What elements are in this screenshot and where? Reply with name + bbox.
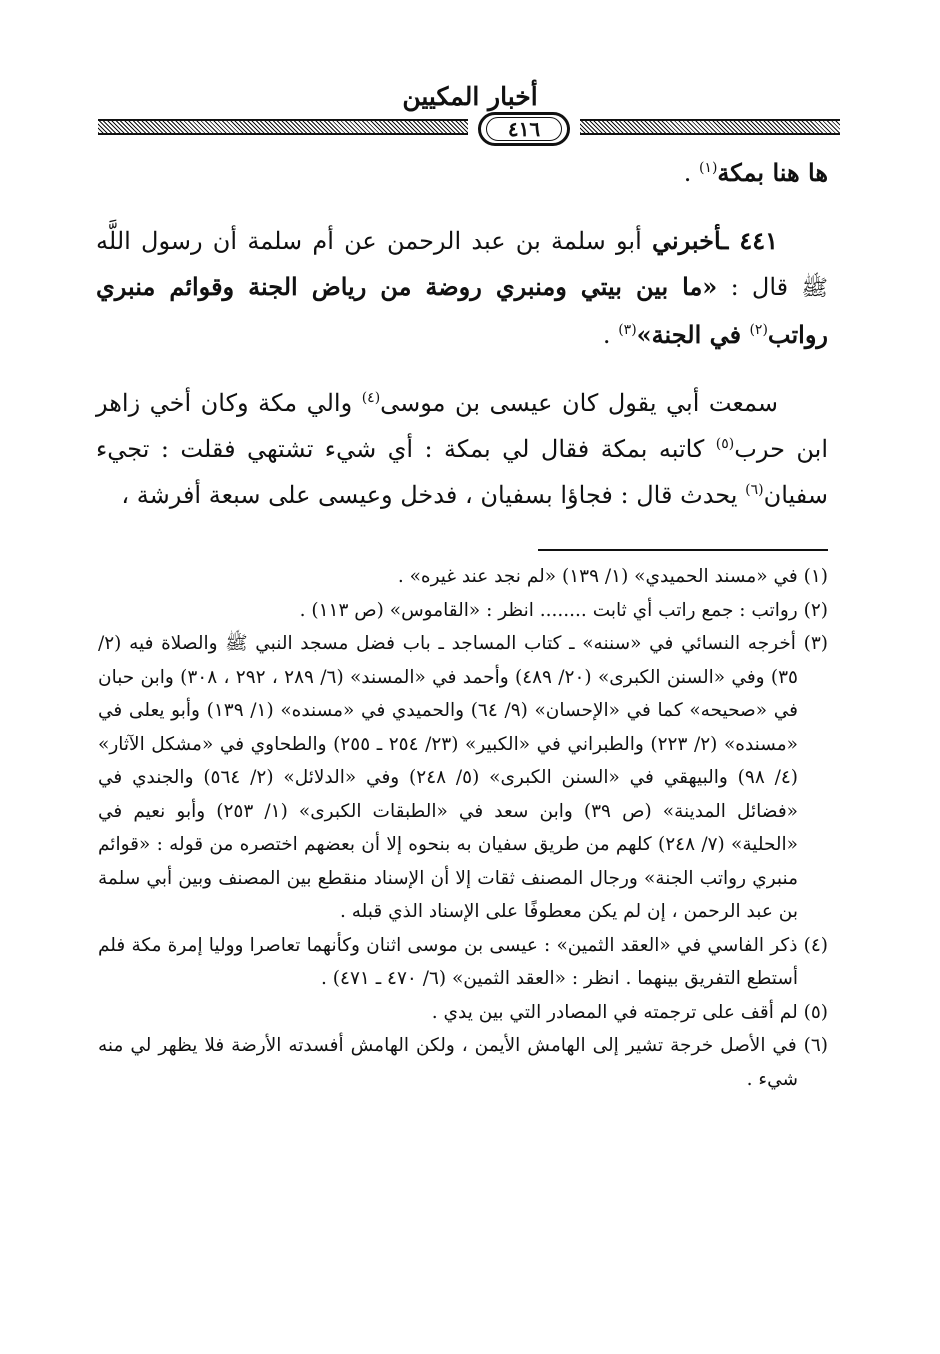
hadith-matn-end: في الجنة» <box>636 320 750 349</box>
hadith-narrator-lead: أخبرني <box>652 226 722 255</box>
footnote-ref-5: (٥) <box>715 436 735 452</box>
hadith-end: . <box>602 321 619 349</box>
footnote-4: (٤) ذكر الفاسي في «العقد الثمين» : عيسى بن موسى اثنان وكأنهما تعاصرا ووليا إمرة مكة فلم أستطع التفريق بينهما . انظر : «العقد الثمين» (٦/ ٤٧٠ ـ ٤٧١) . <box>98 934 828 989</box>
salawat-glyph: ﷺ <box>801 276 828 301</box>
continuation-text: ها هنا بمكة <box>717 158 828 187</box>
hadith-matn: «ما بين بيتي ومنبري روضة من رياض الجنة وقوائم منبري رواتب <box>96 272 828 349</box>
page-number-badge <box>478 112 570 146</box>
header-rule-right <box>580 119 840 135</box>
header-rule-left <box>98 119 468 135</box>
hadith-number: ٤٤١ ـ <box>721 226 778 255</box>
footnote-ref-1: (١) <box>698 160 718 176</box>
narration-part-4: يحدث قال : فجاؤا بسفيان ، فدخل وعيسى على سبعة أفرشة ، <box>121 481 746 509</box>
footnote-ref-2: (٢) <box>749 322 768 338</box>
footnote-separator <box>538 549 828 551</box>
running-title: أخبار المكيين <box>402 82 538 111</box>
footnotes <box>98 560 828 1096</box>
narration-part-2: والي مكة وكان أخي زاهر ابن حرب <box>96 389 828 463</box>
hadith-paragraph <box>96 218 828 358</box>
footnote-3: (٣) أخرجه النسائي في «سننه» ـ كتاب المساجد ـ باب فضل مسجد النبي ﷺ والصلاة فيه (٢/ ٣٥) وفي «السنن الكبرى» (٢٠/ ٤٨٩) وأحمد في «المسند» (٦/ ٢٨٩ ، ٢٩٢ ، ٣٠٨) وابن حبان في «صحيحه» كما في «الإحسان» (٩/ ٦٤) والحميدي في «مسنده» (١/ ١٣٩) وأبو يعلى في «مسنده» (٢/ ٢٢٣) والطبراني في «الكبير» (٢٣/ ٢٥٤ ـ ٢٥٥) والطحاوي في «مشكل الآثار» (٤/ ٩٨) والبيهقي في «السنن الكبرى» (٥/ ٢٤٨) وفي «الدلائل» (٢/ ٥٦٤) والجندي في «فضائل المدينة» (ص ٣٩) وابن سعد في «الطبقات الكبرى» (١/ ٢٥٣) وأبو نعيم في «الحلية» (٧/ ٢٤٨) كلهم من طريق سفيان به بنحوه إلا أن بعضهم اختصره من قوله : «قوائم منبري رواتب الجنة» ورجال المصنف ثقات إلا أن الإسناد منقطع بين المصنف وبين أبي سلمة بن عبد الرحمن ، إن لم يكن معطوفًا على الإسناد الذي قبله . <box>98 633 828 922</box>
narration-part-3: كاتبه بمكة فقال لي بمكة : أي شيء تشتهي فقلت : تجيء سفيان <box>96 435 828 509</box>
continuation-end: . <box>683 159 699 187</box>
footnote-ref-3: (٣) <box>618 322 637 338</box>
hadith-said: قال : <box>717 273 802 301</box>
continuation-line <box>96 150 828 196</box>
header-rule <box>98 112 840 146</box>
footnote-5: (٥) لم أقف على ترجمته في المصادر التي بين يدي . <box>431 1001 828 1023</box>
footnote-6: (٦) في الأصل خرجة تشير إلى الهامش الأيمن ، ولكن الهامش أفسدته الأرضة فلا يظهر لي منه شيء . <box>98 1035 828 1090</box>
page-number: ٤١٦ <box>486 117 562 141</box>
main-text <box>96 150 828 518</box>
footnote-ref-4: (٤) <box>361 390 381 406</box>
hadith-isnad: أبو سلمة بن عبد الرحمن عن أم سلمة أن رسول اللَّه <box>96 227 652 255</box>
footnote-2: (٢) رواتب : جمع راتب أي ثابت ........ انظر : «القاموس» (ص ١١٣) . <box>299 599 828 621</box>
narration-paragraph <box>96 380 828 518</box>
narration-part-1: سمعت أبي يقول كان عيسى بن موسى <box>380 389 778 417</box>
footnote-1: (١) في «مسند الحميدي» (١/ ١٣٩) «لم نجد عند غيره» . <box>397 566 828 587</box>
footnote-ref-6: (٦) <box>745 482 764 498</box>
